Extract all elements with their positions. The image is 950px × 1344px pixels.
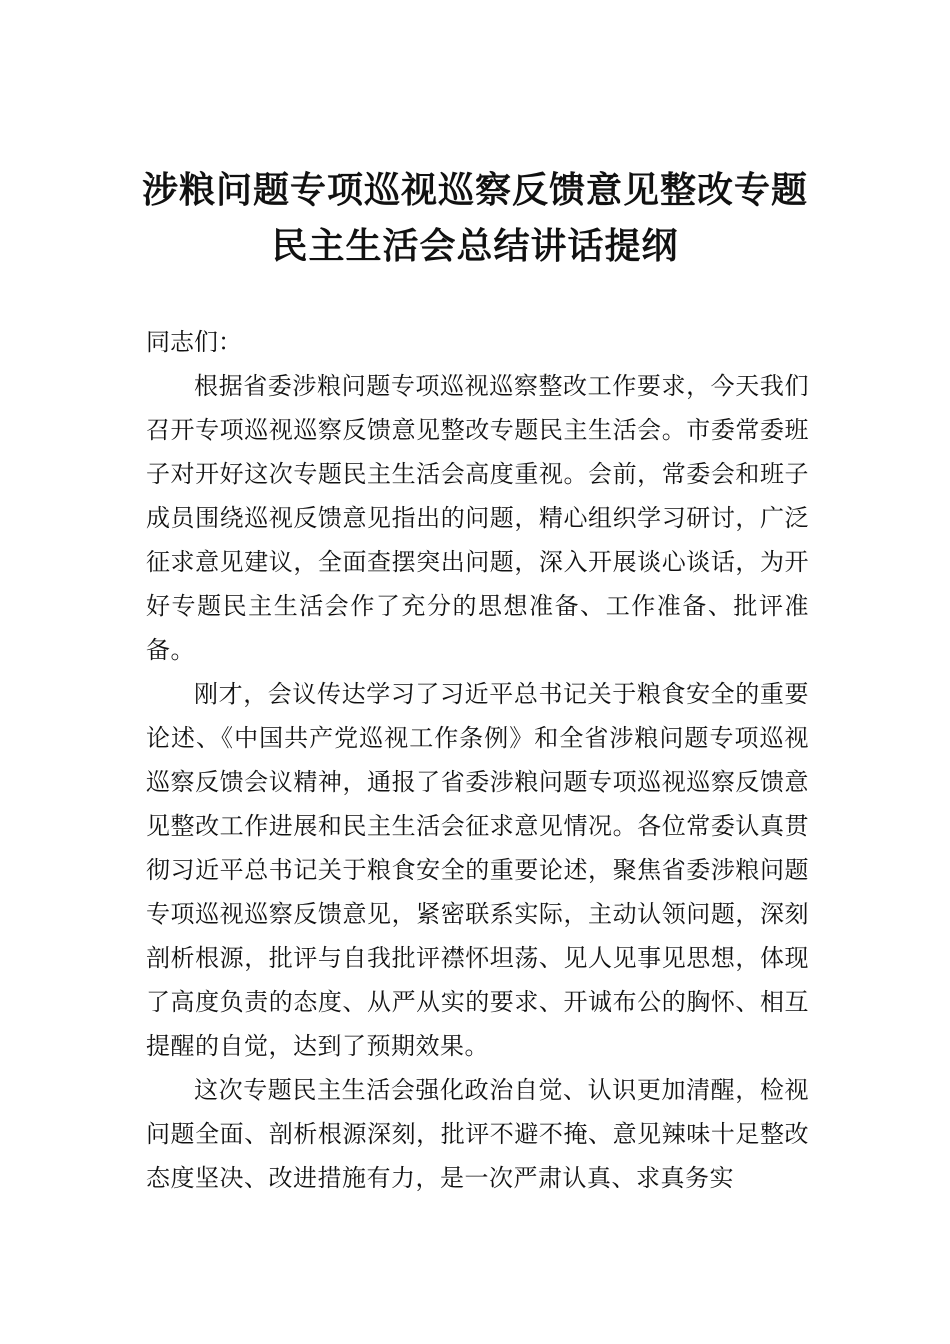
title-line-2: 民主生活会总结讲话提纲	[271, 225, 679, 267]
document-title	[100, 162, 850, 274]
title-line-1: 涉粮问题专项巡视巡察反馈意见整改专题	[141, 169, 808, 211]
document-body	[146, 320, 809, 1200]
paragraph-1: 根据省委涉粮问题专项巡视巡察整改工作要求，今天我们召开专项巡视巡察反馈意见整改专题民主生活会。市委常委班子对开好这次专题民主生活会高度重视。会前，常委会和班子成员围绕巡视反馈意见指出的问题，精心组织学习研讨，广泛征求意见建议，全面查摆突出问题，深入开展谈心谈话，为开好专题民主生活会作了充分的思想准备、工作准备、批评准备。	[146, 372, 809, 664]
salutation: 同志们：	[146, 328, 242, 356]
paragraph-3: 这次专题民主生活会强化政治自觉、认识更加清醒，检视问题全面、剖析根源深刻，批评不避不掩、意见辣味十足整改态度坚决、改进措施有力，是一次严肃认真、求真务实	[146, 1076, 809, 1192]
paragraph-2: 刚才，会议传达学习了习近平总书记关于粮食安全的重要论述、《中国共产党巡视工作条例》和全省涉粮问题专项巡视巡察反馈会议精神，通报了省委涉粮问题专项巡视巡察反馈意见整改工作进展和民主生活会征求意见情况。各位常委认真贯彻习近平总书记关于粮食安全的重要论述，聚焦省委涉粮问题专项巡视巡察反馈意见，紧密联系实际，主动认领问题，深刻剖析根源，批评与自我批评襟怀坦荡、见人见事见思想，体现了高度负责的态度、从严从实的要求、开诚布公的胸怀、相互提醒的自觉，达到了预期效果。	[146, 680, 809, 1060]
